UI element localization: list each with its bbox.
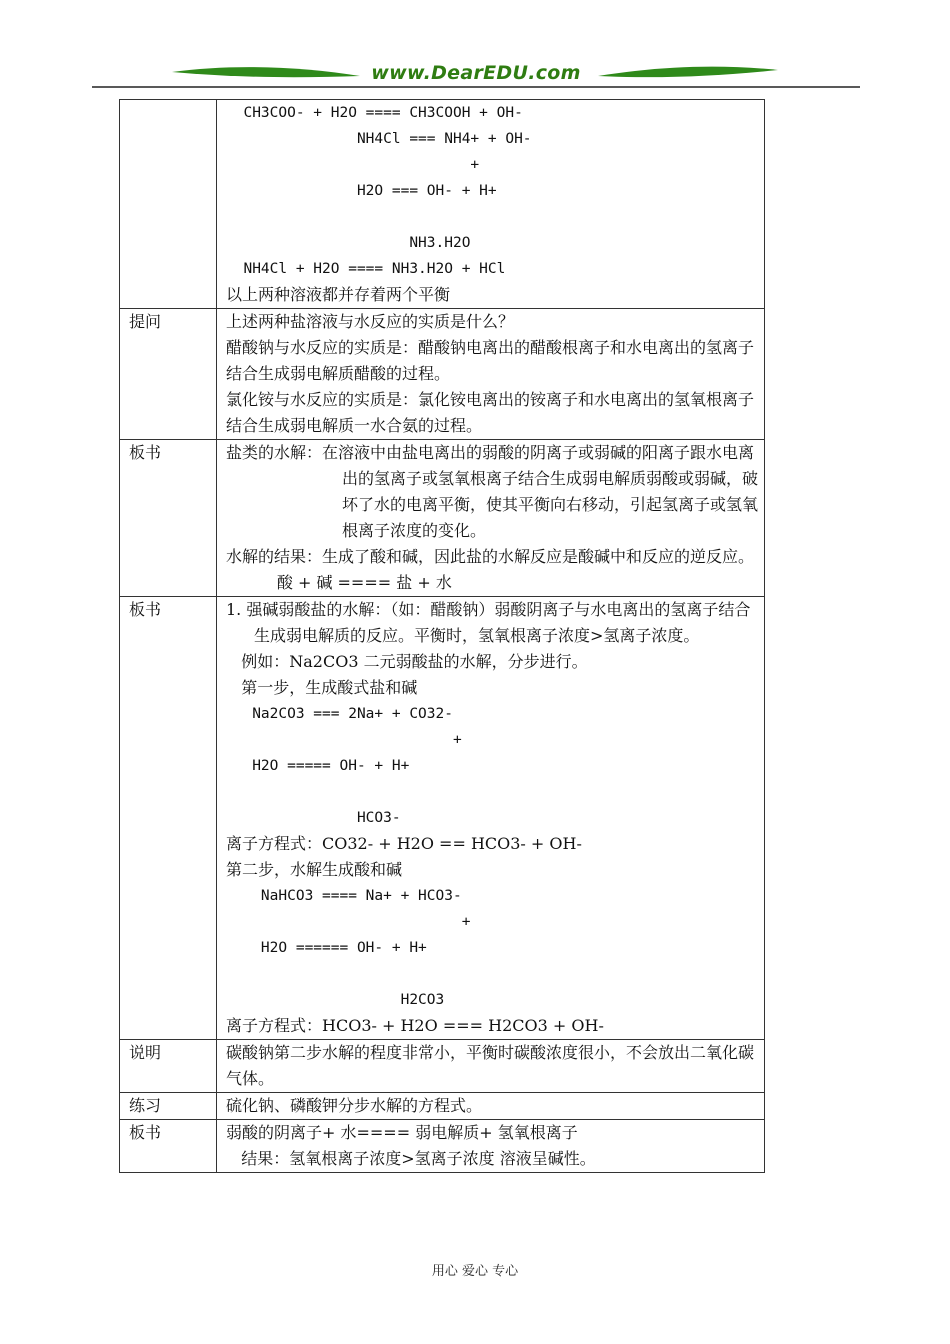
right-leaf-swoosh <box>598 67 778 78</box>
row-label: 说明 <box>120 1040 217 1093</box>
blank-line <box>226 204 758 230</box>
lesson-table <box>119 99 765 1173</box>
site-logo: www.DearEDU.com <box>371 62 581 84</box>
equation-line: HCO3- <box>226 810 401 826</box>
equation-line: NH3.H2O <box>226 235 471 251</box>
equation-line: + <box>226 914 471 930</box>
equation-line: NH4Cl === NH4+ + OH- <box>226 131 532 147</box>
equation-line: 酸 + 碱 ==== 盐 + 水 <box>226 573 452 592</box>
row-content <box>217 597 765 1040</box>
row-content <box>217 1040 765 1093</box>
text-line: 第二步，水解生成酸和碱 <box>226 860 403 879</box>
equation-line: + <box>226 732 462 748</box>
row-content <box>217 1120 765 1173</box>
text-line: 以上两种溶液都并存着两个平衡 <box>226 285 451 304</box>
numbered-item: 1. 强碱弱酸盐的水解：（如：醋酸钠）弱酸阴离子与水电离出的氢离子结合生成弱电解质的反应。平衡时，氢氧根离子浓度>氢离子浓度。 <box>226 600 751 645</box>
row-label: 板书 <box>120 597 217 1040</box>
text-line: 结果：氢氧根离子浓度>氢离子浓度 溶液呈碱性。 <box>226 1149 596 1168</box>
row-label: 提问 <box>120 309 217 440</box>
equation-line: H2O ===== OH- + H+ <box>226 758 410 774</box>
question-line: 上述两种盐溶液与水反应的实质是什么？ <box>226 312 515 331</box>
row-label: 练习 <box>120 1093 217 1120</box>
blank-line <box>226 779 758 805</box>
row-content <box>217 309 765 440</box>
row-content <box>217 1093 765 1120</box>
table-row <box>120 597 765 1040</box>
text-line: 水解的结果：生成了酸和碱，因此盐的水解反应是酸碱中和反应的逆反应。 <box>226 547 755 566</box>
equation-line: CH3COO- + H2O ==== CH3COOH + OH- <box>226 105 523 121</box>
table-row <box>120 309 765 440</box>
table-row <box>120 1040 765 1093</box>
table-row <box>120 1120 765 1173</box>
equation-line: Na2CO3 === 2Na+ + CO32- <box>226 706 453 722</box>
left-leaf-swoosh <box>172 67 360 77</box>
equation-line: H2CO3 <box>226 992 445 1008</box>
row-content <box>217 100 765 309</box>
text-line: 例如：Na2CO3 二元弱酸盐的水解，分步进行。 <box>226 652 588 671</box>
row-content <box>217 440 765 597</box>
text-line: 第一步，生成酸式盐和碱 <box>226 678 418 697</box>
text-line: 弱酸的阴离子+ 水==== 弱电解质+ 氢氧根离子 <box>226 1123 578 1142</box>
table-row <box>120 1093 765 1120</box>
page-header <box>0 0 950 100</box>
row-label: 板书 <box>120 440 217 597</box>
header-banner-graphic <box>0 0 950 100</box>
equation-line: NaHCO3 ==== Na+ + HCO3- <box>226 888 462 904</box>
table-row <box>120 440 765 597</box>
ionic-equation-line: 离子方程式：CO32- + H2O == HCO3- + OH- <box>226 834 582 853</box>
equation-line: H2O === OH- + H+ <box>226 183 497 199</box>
page-footer: 用心 爱心 专心 <box>431 1264 519 1279</box>
equation-line: + <box>226 157 480 173</box>
text-line: 醋酸钠与水反应的实质是：醋酸钠电离出的醋酸根离子和水电离出的氢离子结合生成弱电解质醋酸的过程。 <box>226 338 755 383</box>
definition-text: 盐类的水解：在溶液中由盐电离出的弱酸的阴离子或弱碱的阳离子跟水电离出的氢离子或氢氧根离子结合生成弱电解质弱酸或弱碱，破坏了水的电离平衡，使其平衡向右移动，引起氢离子或氢氧根离子浓度的变化。 <box>226 443 759 540</box>
equation-line: H2O ====== OH- + H+ <box>226 940 427 956</box>
row-label: 板书 <box>120 1120 217 1173</box>
equation-line: NH4Cl + H2O ==== NH3.H2O + HCl <box>226 261 506 277</box>
exercise-text: 硫化钠、磷酸钾分步水解的方程式。 <box>226 1096 483 1115</box>
text-line: 氯化铵与水反应的实质是：氯化铵电离出的铵离子和水电离出的氢氧根离子结合生成弱电解质一水合氨的过程。 <box>226 390 755 435</box>
blank-line <box>226 961 758 987</box>
table-row <box>120 100 765 309</box>
ionic-equation-line: 离子方程式：HCO3- + H2O === H2CO3 + OH- <box>226 1016 604 1035</box>
text-line: 碳酸钠第二步水解的程度非常小，平衡时碳酸浓度很小，不会放出二氧化碳气体。 <box>226 1043 755 1088</box>
row-label <box>120 100 217 309</box>
